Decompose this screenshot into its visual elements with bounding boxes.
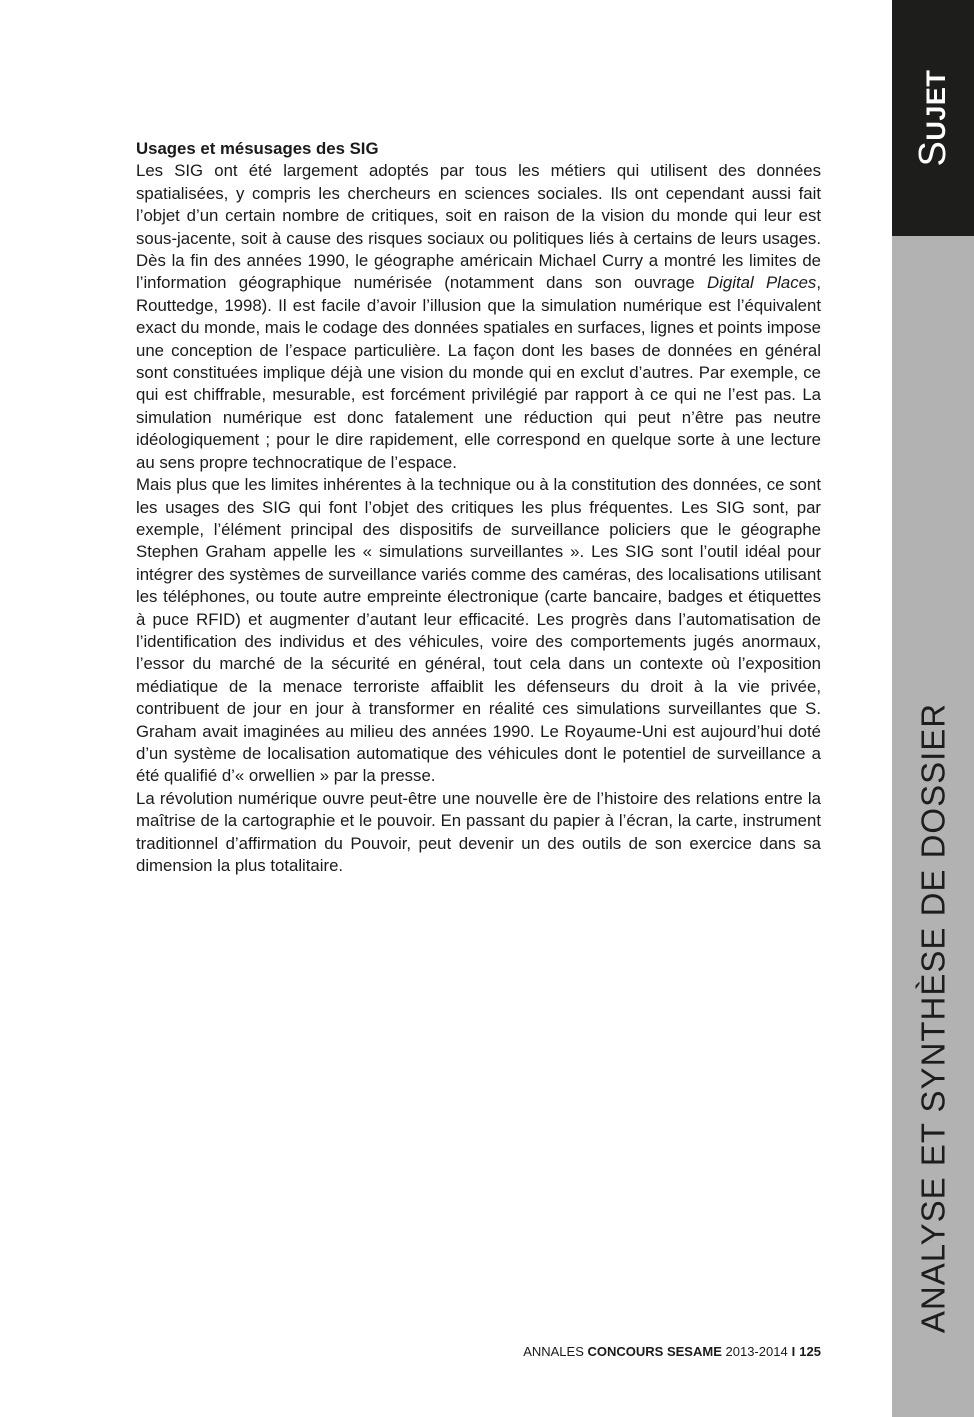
paragraph-3: La révolution numérique ouvre peut-être une nouvelle ère de l’histoire des relations entre la maîtrise de la cartographie et le pouvoir. En passant du papier à l’écran, la carte, instrument traditionnel d’affirmation du Pouvoir, peut devenir un des outils de son exercice dans sa dimension la plus totalitaire. bbox=[136, 788, 821, 875]
article-heading: Usages et mésusages des SIG bbox=[136, 139, 379, 158]
right-sidebar bbox=[892, 0, 974, 1417]
paragraph-1-part-b: , Routtedge, 1998). Il est facile d’avoir l’illusion que la simulation numérique est l’équivalent exact du monde, mais le codage des données spatiales en surfaces, lignes et points impose une conception de l’espace particulière. La façon dont les bases de données en général sont constituées implique déjà une vision du monde qui en exclut d’autres. Par exemple, ce qui est chiffrable, mesurable, est forcément privilégié par rapport à ce qui ne l’est pas. La simulation numérique est donc fatalement une réduction qui peut n’être pas neutre idéologiquement ; pour le dire rapidement, elle correspond en quelque sorte à une lecture au sens propre technocratique de l’espace. bbox=[136, 273, 821, 472]
book-title: Digital Places bbox=[707, 273, 817, 293]
section-label-rest: ujet bbox=[912, 69, 954, 141]
paragraph-2: Mais plus que les limites inhérentes à la technique ou à la constitution des données, ce sont les usages des SIG qui font l’objet des critiques les plus fréquentes. Les SIG sont, par exemple, l’élément principal des dispositifs de surveillance policiers que le géographe Stephen Graham appelle les « simulations surveillantes ». Les SIG sont l’outil idéal pour intégrer des systèmes de surveillance variés comme des caméras, des localisations utilisant les téléphones, ou toute autre empreinte électronique (carte bancaire, badges et étiquettes à puce RFID) et augmenter d’autant leur efficacité. Les progrès dans l’automatisation de l’identification des individus et des véhicules, voire des comportements jugés anormaux, l’essor du marché de la sécurité en général, tout cela dans un contexte où l’exposition médiatique de la menace terroriste affaiblit les défenseurs du droit à la vie privée, contribuent de jour en jour à transformer en réalité ces simulations surveillantes que S. Graham avait imaginées au milieu des années 1990. Le Royaume-Uni est aujourd’hui doté d’un système de localisation automatique des véhicules dont le potentiel de surveillance a été qualifié d’« orwellien » par la presse. bbox=[136, 475, 821, 786]
paragraph-1 bbox=[136, 160, 821, 474]
page-footer bbox=[523, 1344, 821, 1360]
article-body bbox=[136, 138, 821, 877]
footer-prefix: ANNALES bbox=[523, 1344, 584, 1359]
paragraph-1-part-a: Les SIG ont été largement adoptés par tous les métiers qui utilisent des données spatialisées, y compris les chercheurs en sciences sociales. Ils ont cependant aussi fait l’objet d’un certain nombre de critiques, soit en raison de la vision du monde qui leur est sous-jacente, soit à cause des risques sociaux ou politiques liés à certains de leurs usages. Dès la fin des années 1990, le géographe américain Michael Curry a montré les limites de l’information géographique numérisée (notamment dans son ouvrage bbox=[136, 161, 821, 293]
vertical-title: ANALYSE ET SYNTHÈSE DE DOSSIER bbox=[914, 702, 952, 1334]
footer-separator: I bbox=[791, 1344, 796, 1359]
footer-title: CONCOURS SESAME bbox=[587, 1344, 722, 1359]
section-label-first: S bbox=[912, 140, 954, 167]
section-label bbox=[914, 70, 952, 167]
section-tab bbox=[892, 0, 974, 236]
page-number: 125 bbox=[799, 1344, 821, 1359]
footer-years: 2013-2014 bbox=[725, 1344, 788, 1359]
